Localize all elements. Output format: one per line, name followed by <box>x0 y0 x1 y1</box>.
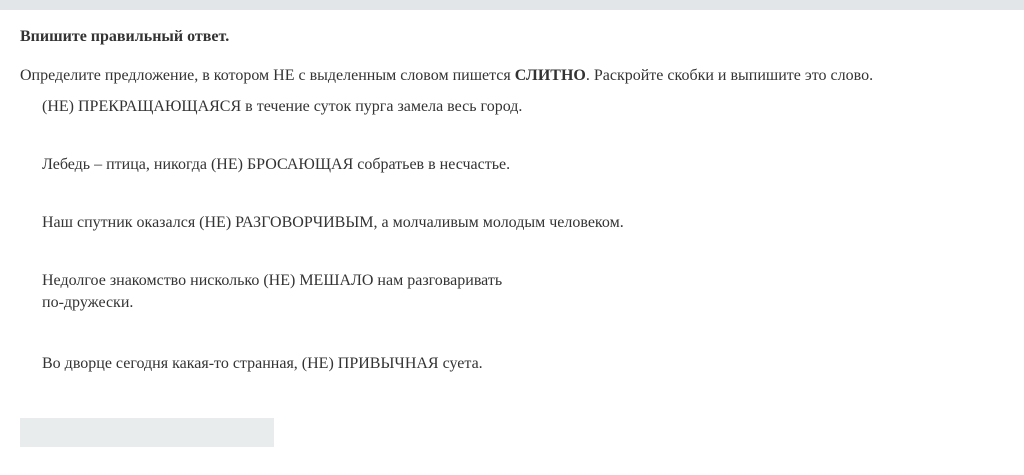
task-title: Впишите правильный ответ. <box>20 28 230 45</box>
option-1 <box>42 96 522 118</box>
task-instruction <box>20 67 873 85</box>
instruction-text-end: . Раскройте скобки и выпишите это слово. <box>585 67 874 84</box>
instruction-text-start: Определите предложение, в котором НЕ с выделенным словом пишется <box>20 67 515 84</box>
option-5-line-1: Во дворце сегодня какая-то странная, (НЕ) ПРИВЫЧНАЯ суета. <box>42 355 483 372</box>
option-5 <box>42 353 483 375</box>
option-3 <box>42 212 624 234</box>
option-1-line-1: (НЕ) ПРЕКРАЩАЮЩАЯСЯ в течение суток пурга замела весь город. <box>42 98 523 115</box>
top-bar <box>0 0 1024 10</box>
option-4-line-1: Недолгое знакомство нисколько (НЕ) МЕШАЛО нам разговаривать <box>42 272 503 289</box>
answer-input[interactable] <box>20 418 274 447</box>
instruction-emphasis: СЛИТНО <box>514 67 586 84</box>
option-4 <box>42 270 502 314</box>
option-4-line-2: по-дружески. <box>42 294 134 311</box>
option-2 <box>42 154 510 176</box>
option-2-line-1: Лебедь – птица, никогда (НЕ) БРОСАЮЩАЯ собратьев в несчастье. <box>42 156 511 173</box>
option-3-line-1: Наш спутник оказался (НЕ) РАЗГОВОРЧИВЫМ, а молчаливым молодым человеком. <box>42 214 624 231</box>
